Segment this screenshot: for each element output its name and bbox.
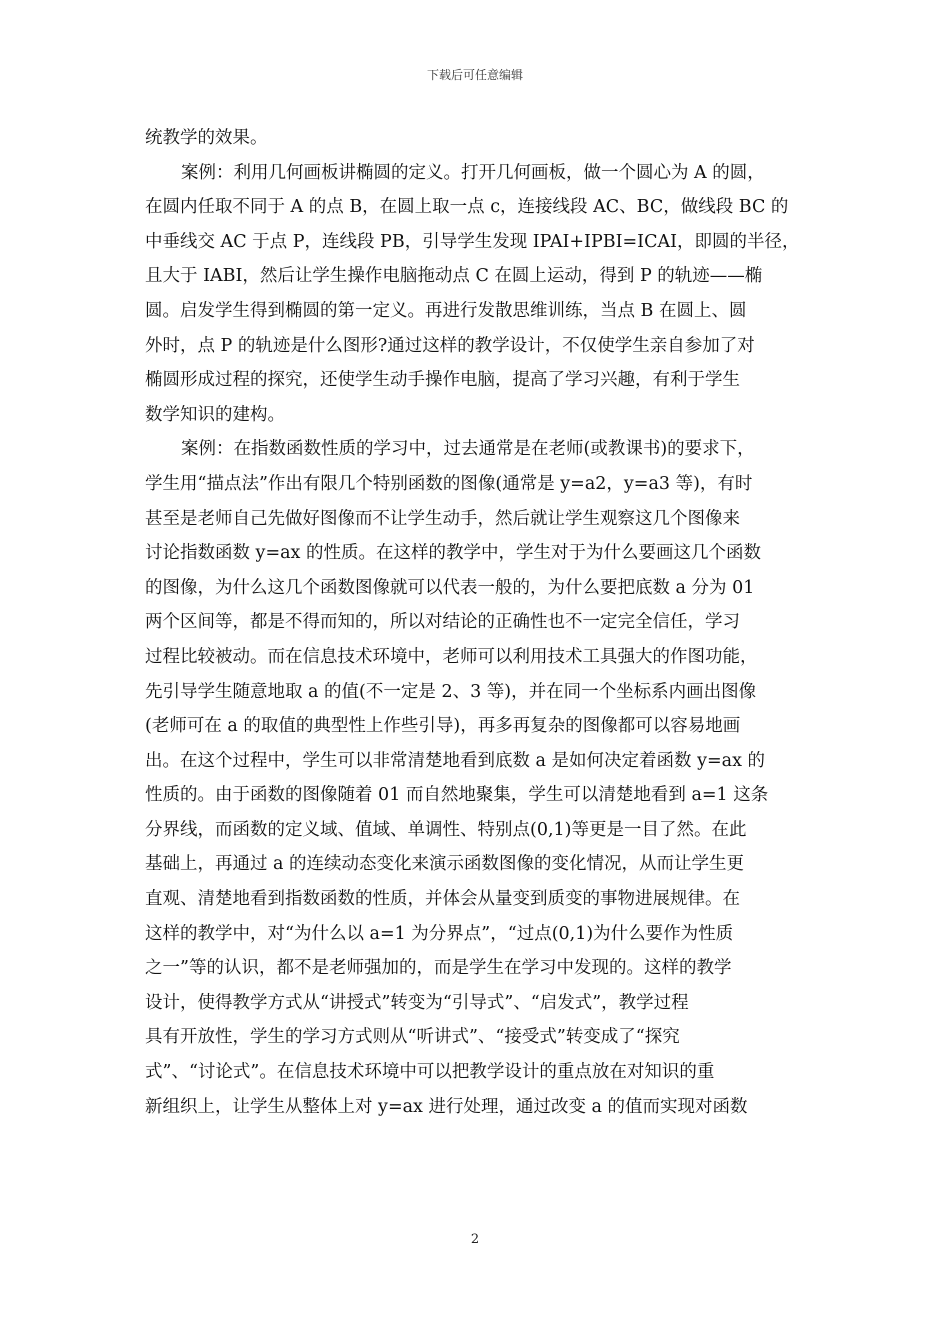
text-line: 圆。启发学生得到椭圆的第一定义。再进行发散思维训练，当点 B 在圆上、圆 (145, 300, 747, 321)
text-line: 两个区间等，都是不得而知的，所以对结论的正确性也不一定完全信任，学习 (145, 612, 740, 633)
text-line: 设计，使得教学方式从“讲授式”转变为“引导式”、“启发式”，教学过程 (145, 992, 689, 1013)
paragraph-first-line: 案例：在指数函数性质的学习中，过去通常是在老师(或教课书)的要求下， (181, 439, 755, 460)
text-line: 式”、“讨论式”。在信息技术环境中可以把教学设计的重点放在对知识的重 (145, 1062, 715, 1083)
text-line: 学生用“描点法”作出有限几个特别函数的图像(通常是 y=a2，y=a3 等)，有时 (145, 473, 753, 494)
text-line: 之一”等的认识，都不是老师强加的，而是学生在学习中发现的。这样的教学 (145, 958, 732, 979)
text-line: 过程比较被动。而在信息技术环境中，老师可以利用技术工具强大的作图功能， (145, 646, 758, 667)
text-line: 具有开放性，学生的学习方式则从“听讲式”、“接受式”转变成了“探究 (145, 1027, 680, 1048)
text-line: 直观、清楚地看到指数函数的性质，并体会从量变到质变的事物进展规律。在 (145, 889, 740, 910)
text-line: 中垂线交 AC 于点 P，连线段 PB，引导学生发现 IPAI+IPBI=ICAI，即圆的半径， (145, 231, 800, 252)
text-line: 先引导学生随意地取 a 的值(不一定是 2、3 等)，并在同一个坐标系内画出图像 (145, 681, 757, 702)
text-line: 在圆内任取不同于 A 的点 B，在圆上取一点 c，连接线段 AC、BC，做线段 BC 的 (145, 197, 789, 218)
text-line: 基础上，再通过 a 的连续动态变化来演示函数图像的变化情况，从而让学生更 (145, 854, 745, 875)
text-line: 数学知识的建构。 (145, 404, 285, 425)
page-number: 2 (470, 1232, 480, 1247)
page-header: 下载后可任意编辑 (426, 68, 523, 82)
text-line: 甚至是老师自己先做好图像而不让学生动手，然后就让学生观察这几个图像来 (145, 508, 740, 529)
text-line: 性质的。由于函数的图像随着 01 而自然地聚集，学生可以清楚地看到 a=1 这条 (145, 785, 769, 806)
text-line: 且大于 IABI，然后让学生操作电脑拖动点 C 在圆上运动，得到 P 的轨迹——椭 (145, 266, 763, 287)
text-line: 椭圆形成过程的探究，还使学生动手操作电脑，提高了学习兴趣，有利于学生 (145, 370, 740, 391)
text-line: 外时，点 P 的轨迹是什么图形?通过这样的教学设计，不仅使学生亲自参加了对 (145, 335, 755, 356)
text-line: 讨论指数函数 y=ax 的性质。在这样的教学中，学生对于为什么要画这几个函数 (145, 543, 761, 564)
text-line: (老师可在 a 的取值的典型性上作些引导)，再多再复杂的图像都可以容易地画 (145, 716, 741, 737)
document-body (145, 121, 810, 1124)
text-line: 新组织上，让学生从整体上对 y=ax 进行处理，通过改变 a 的值而实现对函数 (145, 1096, 748, 1117)
text-line: 的图像，为什么这几个函数图像就可以代表一般的，为什么要把底数 a 分为 01 (145, 577, 755, 598)
text-line: 这样的教学中，对“为什么以 a=1 为分界点”，“过点(0,1)为什么要作为性质 (145, 923, 734, 944)
paragraph-first-line: 案例：利用几何画板讲椭圆的定义。打开几何画板，做一个圆心为 A 的圆， (181, 162, 765, 183)
text-line: 分界线，而函数的定义域、值域、单调性、特别点(0,1)等更是一目了然。在此 (145, 819, 747, 840)
text-line: 统教学的效果。 (145, 128, 268, 148)
text-line: 出。在这个过程中，学生可以非常清楚地看到底数 a 是如何决定着函数 y=ax 的 (145, 750, 766, 771)
